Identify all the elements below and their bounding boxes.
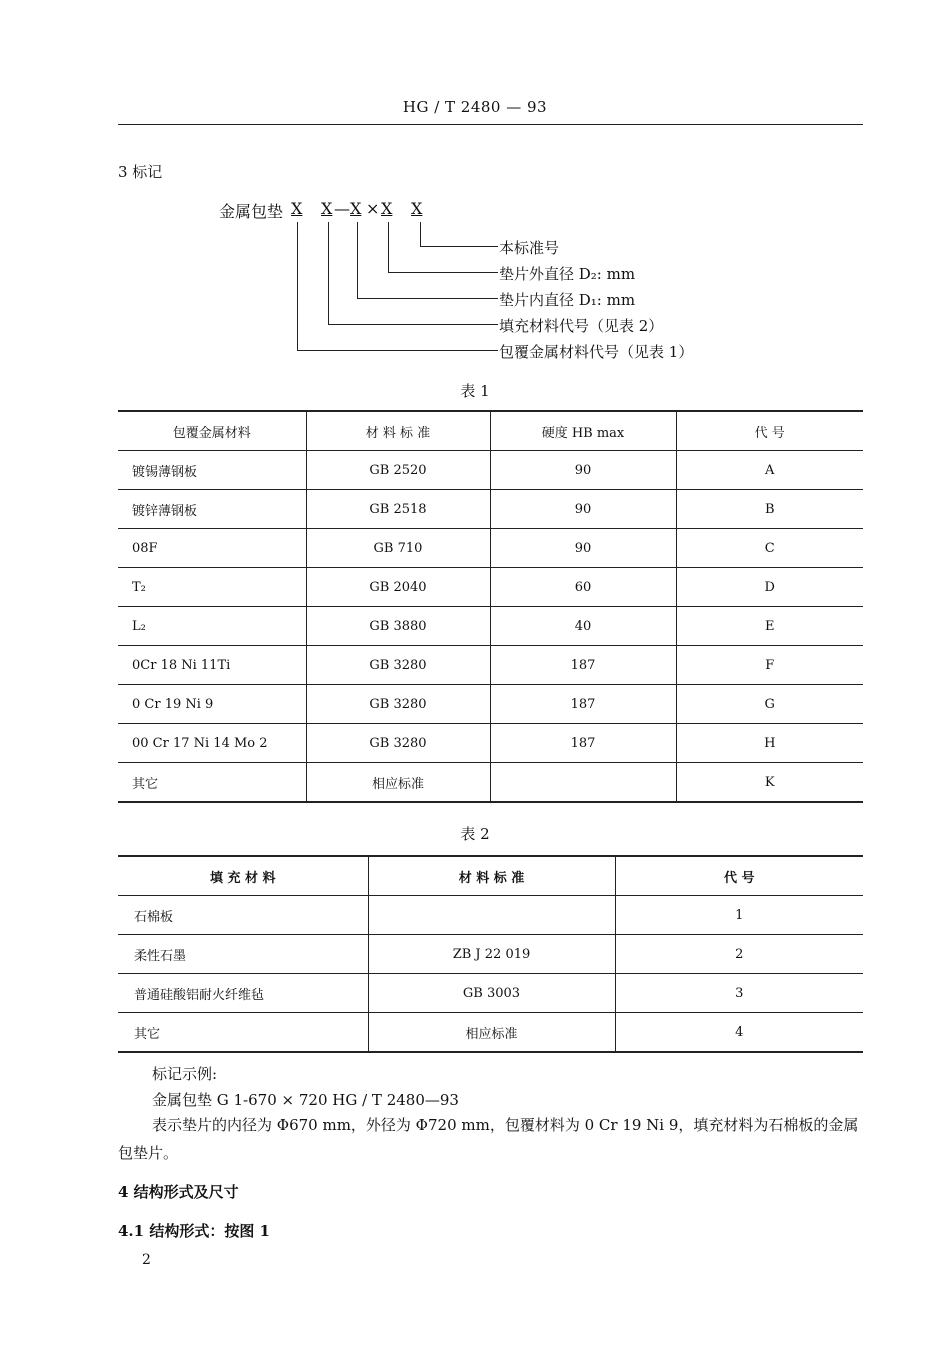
marking-diagram — [0, 0, 950, 380]
table-cell: B — [676, 490, 863, 529]
table-cell: K — [676, 763, 863, 803]
marking-prefix: 金属包垫 — [219, 202, 284, 221]
leader-horizontal-5 — [297, 350, 498, 351]
table-cell — [490, 763, 676, 803]
table-row — [118, 763, 863, 803]
table-cell: 0 Cr 19 Ni 9 — [118, 685, 306, 724]
table-cell: 普通硅酸铝耐火纤维毡 — [118, 974, 368, 1013]
table-row — [118, 529, 863, 568]
table-cell: 00 Cr 17 Ni 14 Mo 2 — [118, 724, 306, 763]
table-cell: 1 — [615, 896, 863, 935]
table-cell: C — [676, 529, 863, 568]
table-1-header-hardness: 硬度 HB max — [490, 411, 676, 451]
table-row — [118, 896, 863, 935]
table-2-header-filler: 填 充 材 料 — [118, 856, 368, 896]
table-cell: 40 — [490, 607, 676, 646]
document-header: HG / T 2480 — 93 — [402, 98, 548, 116]
table-cell: GB 710 — [306, 529, 490, 568]
table-1-header-standard: 材 料 标 准 — [306, 411, 490, 451]
table-cell: 相应标准 — [368, 1013, 615, 1053]
table-2 — [118, 855, 863, 1053]
table-cell: GB 3280 — [306, 724, 490, 763]
marking-symbol-1: X — [291, 199, 303, 218]
table-cell: G — [676, 685, 863, 724]
table-cell: 石棉板 — [118, 896, 368, 935]
table-row — [118, 724, 863, 763]
marking-symbol-2: X — [321, 199, 333, 218]
table-2-header-row — [118, 856, 863, 896]
marking-symbol-4: X — [381, 199, 393, 218]
leader-horizontal-4 — [328, 324, 498, 325]
table-cell: 3 — [615, 974, 863, 1013]
table-1-header-row — [118, 411, 863, 451]
table-cell: 187 — [490, 646, 676, 685]
table-cell: GB 3003 — [368, 974, 615, 1013]
table-cell: ZB J 22 019 — [368, 935, 615, 974]
table-cell: T₂ — [118, 568, 306, 607]
table-row — [118, 1013, 863, 1053]
table-cell: 其它 — [118, 763, 306, 803]
table-cell — [368, 896, 615, 935]
marking-label-outer-diameter: 垫片外直径 D₂: mm — [499, 265, 636, 283]
table-2-header-code: 代 号 — [615, 856, 863, 896]
marking-dash: — — [334, 199, 350, 218]
section-3-title: 3 标记 — [118, 163, 163, 181]
marking-label-metal-code: 包覆金属材料代号（见表 1） — [499, 343, 694, 361]
table-1-header-code: 代 号 — [676, 411, 863, 451]
table-1-header-material: 包覆金属材料 — [118, 411, 306, 451]
table-row — [118, 935, 863, 974]
table-row — [118, 685, 863, 724]
table-cell: 08F — [118, 529, 306, 568]
section-4-title: 4 结构形式及尺寸 — [118, 1183, 239, 1201]
table-cell: GB 2518 — [306, 490, 490, 529]
leader-horizontal-1 — [420, 246, 498, 247]
table-row — [118, 490, 863, 529]
table-cell: 60 — [490, 568, 676, 607]
leader-horizontal-2 — [388, 272, 498, 273]
table-row — [118, 451, 863, 490]
page-number: 2 — [142, 1252, 151, 1268]
marking-label-inner-diameter: 垫片内直径 D₁: mm — [499, 291, 636, 309]
table-cell: 镀锌薄钢板 — [118, 490, 306, 529]
leader-vertical-2 — [388, 222, 389, 272]
leader-horizontal-3 — [357, 298, 498, 299]
leader-vertical-4 — [328, 222, 329, 324]
leader-vertical-5 — [297, 222, 298, 350]
leader-vertical-1 — [420, 222, 421, 246]
table-row — [118, 974, 863, 1013]
leader-vertical-3 — [357, 222, 358, 298]
table-cell: D — [676, 568, 863, 607]
table-row — [118, 568, 863, 607]
table-cell: 90 — [490, 490, 676, 529]
table-cell: GB 3280 — [306, 646, 490, 685]
table-cell: 187 — [490, 685, 676, 724]
section-4-1-title: 4.1 结构形式：按图 1 — [118, 1222, 270, 1240]
table-row — [118, 607, 863, 646]
marking-label-filler-code: 填充材料代号（见表 2） — [499, 317, 664, 335]
table-cell: A — [676, 451, 863, 490]
table-1-caption: 表 1 — [460, 382, 490, 400]
table-cell: 其它 — [118, 1013, 368, 1053]
table-cell: GB 3280 — [306, 685, 490, 724]
table-cell: 4 — [615, 1013, 863, 1053]
example-code: 金属包垫 G 1-670 × 720 HG / T 2480—93 — [152, 1091, 459, 1109]
marking-symbol-5: X — [411, 199, 423, 218]
table-cell: E — [676, 607, 863, 646]
table-cell: 90 — [490, 529, 676, 568]
table-cell: GB 2040 — [306, 568, 490, 607]
table-1 — [118, 410, 863, 803]
table-2-caption: 表 2 — [460, 825, 490, 843]
table-cell: 2 — [615, 935, 863, 974]
table-cell: 镀锡薄钢板 — [118, 451, 306, 490]
marking-times: × — [366, 199, 380, 218]
table-cell: 柔性石墨 — [118, 935, 368, 974]
table-cell: GB 2520 — [306, 451, 490, 490]
example-label: 标记示例: — [152, 1065, 218, 1083]
table-2-header-standard: 材 料 标 准 — [368, 856, 615, 896]
table-cell: 187 — [490, 724, 676, 763]
table-cell: 90 — [490, 451, 676, 490]
table-cell: 相应标准 — [306, 763, 490, 803]
table-cell: F — [676, 646, 863, 685]
table-row — [118, 646, 863, 685]
table-cell: H — [676, 724, 863, 763]
table-cell: L₂ — [118, 607, 306, 646]
marking-label-standard: 本标准号 — [499, 239, 560, 257]
marking-symbol-3: X — [350, 199, 362, 218]
example-description: 表示垫片的内径为 Φ670 mm，外径为 Φ720 mm，包覆材料为 0 Cr 19 Ni 9，填充材料为石棉板的金属包垫片。 — [118, 1116, 859, 1162]
table-cell: 0Cr 18 Ni 11Ti — [118, 646, 306, 685]
table-cell: GB 3880 — [306, 607, 490, 646]
